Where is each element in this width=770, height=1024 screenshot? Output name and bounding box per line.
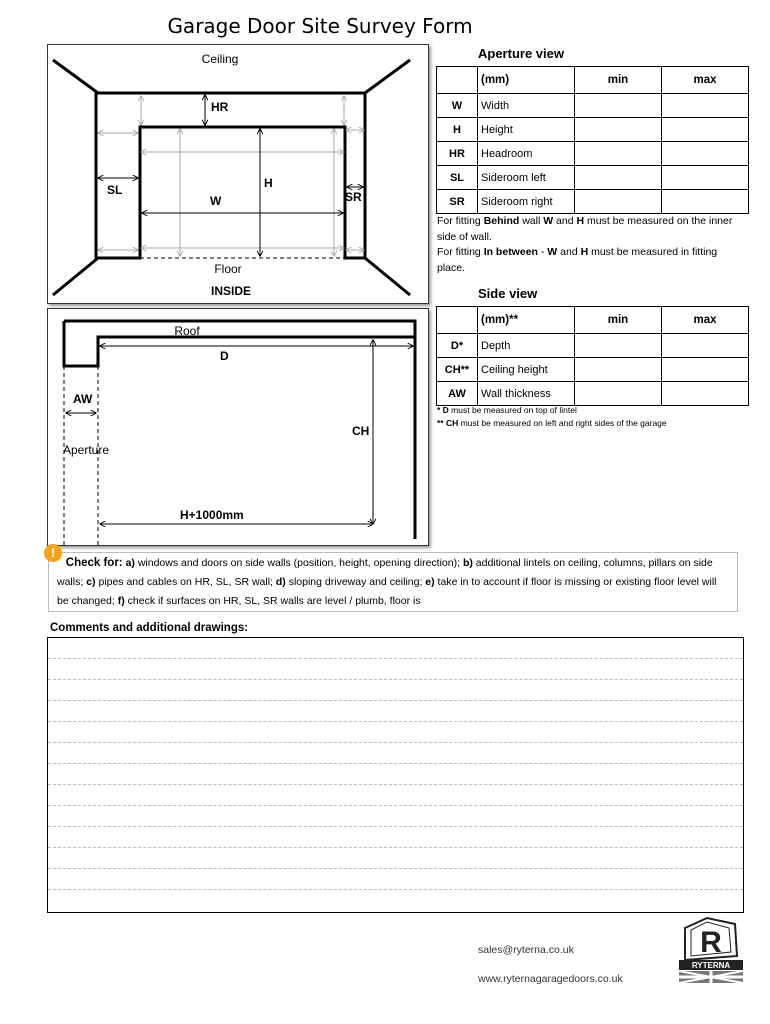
code-cell: HR [437,142,478,166]
sl-label: SL [107,183,123,197]
side-table-footnotes [437,404,757,430]
check-text: windows and doors on side walls (position, height, opening direction); [134,557,463,569]
h-plus-label: H+1000mm [180,508,244,522]
table-header-row [437,67,749,94]
comment-line [48,784,743,785]
footnote-text: must be measured on top of lintel [448,405,577,415]
comment-line [48,889,743,890]
note-text: must be measured in fitting place. [437,246,718,274]
floor-label: Floor [214,262,242,276]
check-bold: f) [117,595,125,607]
ceiling-label: Ceiling [201,52,239,66]
min-input[interactable] [575,190,662,214]
logo-wordmark: RYTERNA [691,961,731,970]
min-input[interactable] [575,382,662,406]
roof-label: Roof [174,324,200,338]
inside-caption: INSIDE [210,284,252,298]
check-bold: c) [86,576,96,588]
table-row [437,334,749,358]
comment-line [48,721,743,722]
note-bold: W [543,215,554,227]
check-text: sloping driveway and ceiling; [285,576,426,588]
table-row [437,118,749,142]
label-cell: Headroom [478,142,575,166]
h-label: H [264,176,273,190]
note-bold: H [576,215,585,227]
code-cell: AW [437,382,478,406]
note-bold: H [580,246,589,258]
side-view-panel [47,308,429,546]
comment-line [48,700,743,701]
comment-line [48,658,743,659]
code-cell: W [437,94,478,118]
max-input[interactable] [662,142,749,166]
footnote-bold: * D [437,405,449,415]
table-row [437,358,749,382]
label-cell: Wall thickness [478,382,575,406]
w-label: W [210,194,222,208]
note-text: wall [519,215,544,227]
inside-view-panel [47,44,429,304]
note-text: For fitting [437,215,484,227]
min-input[interactable] [575,358,662,382]
note-text: and [557,246,581,258]
min-input[interactable] [575,142,662,166]
website-link[interactable]: www.ryternagaragedoors.co.uk [478,973,623,985]
check-text: take in to account if floor is missing or existing floor level will be changed; [57,576,717,607]
header-cell: (mm) [478,67,575,94]
aw-label: AW [73,392,93,406]
table-row [437,166,749,190]
fitting-notes [437,214,747,276]
label-cell: Width [478,94,575,118]
max-input[interactable] [662,334,749,358]
check-bold: d) [275,576,286,588]
check-text: pipes and cables on HR, SL, SR wall; [95,576,276,588]
table-row [437,382,749,406]
table-row [437,142,749,166]
hr-label: HR [211,100,229,114]
note-bold: Behind [483,215,520,227]
header-cell: min [575,307,662,334]
header-cell: max [662,307,749,334]
comment-line [48,763,743,764]
footnote-text: must be measured on left and right sides of the garage [458,418,667,428]
max-input[interactable] [662,94,749,118]
note-bold: W [547,246,558,258]
footnote-bold: ** CH [437,418,459,428]
label-cell: Depth [478,334,575,358]
check-bold: e) [425,576,435,588]
check-bold: b) [462,557,473,569]
d-label: D [220,349,229,363]
comment-line [48,826,743,827]
table-row [437,190,749,214]
check-text: additional lintels on ceiling, columns, pillars on side walls; [57,557,713,588]
side-view-title: Side view [478,286,538,301]
label-cell: Height [478,118,575,142]
comments-title: Comments and additional drawings: [50,622,249,634]
code-cell: H [437,118,478,142]
min-input[interactable] [575,166,662,190]
comment-line [48,868,743,869]
aperture-view-title: Aperture view [478,46,564,61]
comments-area[interactable] [47,637,744,913]
check-text: check if surfaces on HR, SL, SR walls are level / plumb, floor is [124,595,421,607]
logo-graphic [677,916,745,984]
header-cell: min [575,67,662,94]
min-input[interactable] [575,334,662,358]
inside-view-drawing [48,45,428,303]
ch-label: CH [352,424,370,438]
aperture-table [436,66,749,214]
header-cell [437,67,478,94]
comment-line [48,679,743,680]
note-text: and [553,215,577,227]
min-input[interactable] [575,94,662,118]
label-cell: Ceiling height [478,358,575,382]
note-bold: In between [483,246,538,258]
comment-line [48,805,743,806]
code-cell: SL [437,166,478,190]
warning-icon: ! [44,544,62,562]
max-input[interactable] [662,382,749,406]
max-input[interactable] [662,118,749,142]
header-cell [437,307,478,334]
code-cell: SR [437,190,478,214]
check-bold: a) [125,557,135,569]
header-cell: (mm)** [478,307,575,334]
page-title: Garage Door Site Survey Form [167,14,473,38]
min-input[interactable] [575,118,662,142]
comment-line [48,847,743,848]
sr-label: SR [345,190,362,204]
label-cell: Sideroom right [478,190,575,214]
table-header-row [437,307,749,334]
note-text: For fitting [437,246,484,258]
sales-email-link[interactable]: sales@ryterna.co.uk [478,944,574,956]
table-row [437,94,749,118]
code-cell: CH** [437,358,478,382]
logo-letter: R [700,926,722,959]
side-view-drawing [48,309,428,545]
max-input[interactable] [662,166,749,190]
max-input[interactable] [662,358,749,382]
check-for-box [48,552,738,612]
comment-line [48,742,743,743]
aperture-label: Aperture [63,443,110,457]
note-text: must be measured on the inner side of wall. [437,215,733,243]
check-lead: Check for: [65,557,123,569]
code-cell: D* [437,334,478,358]
side-table [436,306,749,406]
header-cell: max [662,67,749,94]
ryterna-logo [677,916,745,984]
max-input[interactable] [662,190,749,214]
note-text: - [537,246,548,258]
label-cell: Sideroom left [478,166,575,190]
